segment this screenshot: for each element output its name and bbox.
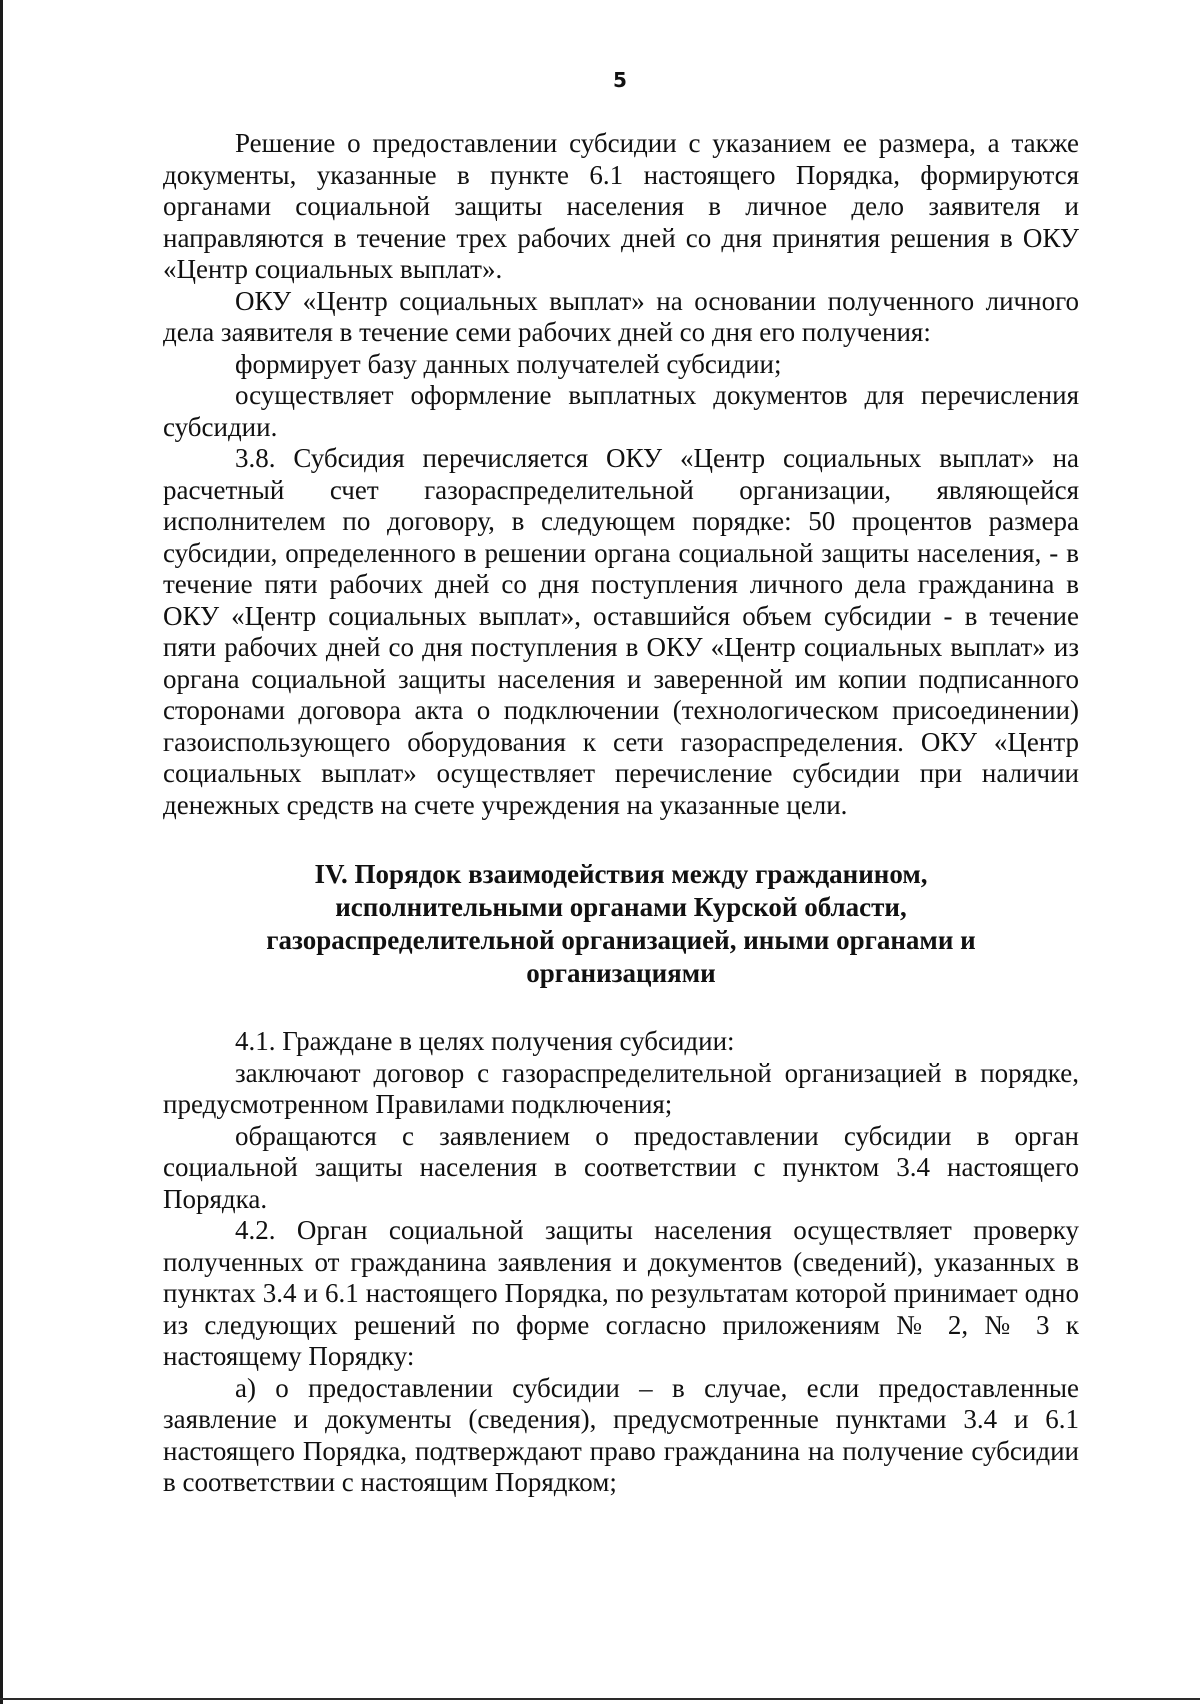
paragraph: заключают договор с газораспределительной организацией в порядке, предусмотренном Правилами подключения; [163,1057,1079,1119]
paragraph: осуществляет оформление выплатных документов для перечисления субсидии. [163,380,1079,442]
paragraph: Решение о предоставлении субсидии с указанием ее размера, а также документы, указанные в пункте 6.1 настоящего Порядка, формируются органами социальной защиты населения в личное дело заявителя и направляются в течение трех рабочих дней со дня принятия решения в ОКУ «Центр социальных выплат». [163,128,1079,284]
scan-edge-bottom [0,1698,1200,1700]
paragraph: формирует базу данных получателей субсидии; [235,348,782,379]
document-body [163,128,1079,1499]
paragraph-3-8: 3.8. Субсидия перечисляется ОКУ «Центр социальных выплат» на расчетный счет газораспределительной организации, являющейся исполнителем по договору, в следующем порядке: 50 процентов размера субсидии, определенного в решении органа социальной защиты населения, - в течение пяти рабочих дней со дня поступления личного дела гражданина в ОКУ «Центр социальных выплат», оставшийся объем субсидии - в течение пяти рабочих дней со дня поступления в ОКУ «Центр социальных выплат» из органа социальной защиты населения и заверенной им копии подписанного сторонами договора акта о подключении (технологическом присоединении) газоиспользующего оборудования к сети газораспределения. ОКУ «Центр социальных выплат» осуществляет перечисление субсидии при наличии денежных средств на счете учреждения на указанные цели. [163,443,1079,820]
paragraph-4-2: 4.2. Орган социальной защиты населения осуществляет проверку полученных от гражданина заявления и документов (сведений), указанных в пунктах 3.4 и 6.1 настоящего Порядка, по результатам которой принимает одно из следующих решений по форме согласно приложениям № 2, № 3 к настоящему Порядку: [163,1215,1079,1371]
section-heading-line: организациями [526,958,716,988]
paragraph-4-1: 4.1. Граждане в целях получения субсидии: [235,1026,735,1056]
paragraph: а) о предоставлении субсидии – в случае, если предоставленные заявление и документы (сведения), предусмотренные пунктами 3.4 и 6.1 настоящего Порядка, подтверждают право гражданина на получение субсидии в соответствии с настоящим Порядком; [163,1372,1079,1497]
paragraph: обращаются с заявлением о предоставлении субсидии в орган социальной защиты населения в соответствии с пунктом 3.4 настоящего Порядка. [163,1120,1079,1214]
page-number: 5 [613,68,627,92]
section-heading-line: IV. Порядок взаимодействия между гражданином, [314,859,928,889]
paragraph: ОКУ «Центр социальных выплат» на основании полученного личного дела заявителя в течение семи рабочих дней со дня его получения: [163,285,1079,347]
section-heading-line: исполнительными органами Курской области, [335,892,907,922]
scan-edge-left [0,0,3,1704]
section-heading [163,858,1079,990]
section-heading-line: газораспределительной организацией, иными органами и [266,925,976,955]
